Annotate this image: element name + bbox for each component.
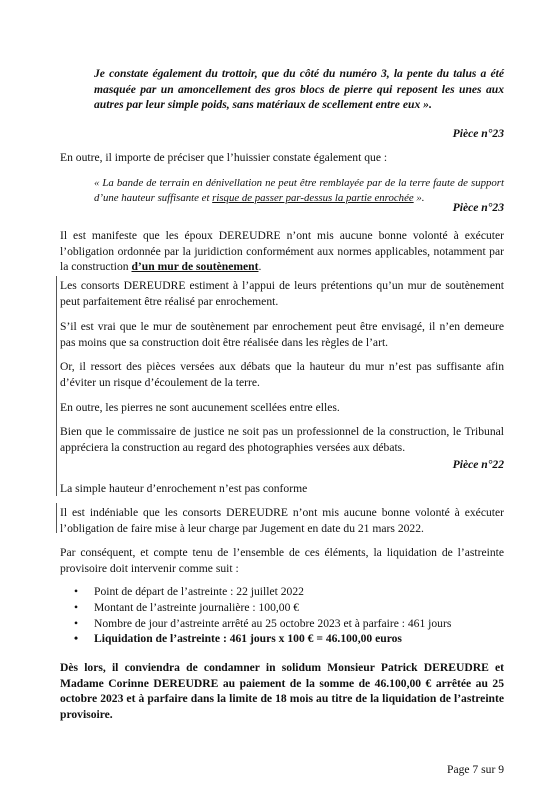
- astreinte-list: [60, 584, 538, 647]
- margin-bar: [56, 276, 57, 496]
- list-item: • Nombre de jour d’astreinte arrêté au 25 octobre 2023 et à parfaire : 461 jours: [74, 616, 452, 630]
- paragraph: Bien que le commissaire de justice ne soit pas un professionnel de la construction, le Tribunal appréciera la construction au regard des photographies versées aux débats.: [60, 425, 504, 454]
- bullet-icon: •: [74, 632, 79, 646]
- paragraph: Par conséquent, et compte tenu de l’ensemble de ces éléments, la liquidation de l’astreinte provisoire doit intervenir comme suit :: [60, 546, 504, 575]
- bullet-icon: •: [74, 585, 79, 598]
- bullet-icon: •: [74, 600, 79, 614]
- quote-paragraph: Je constate également du trottoir, que du côté du numéro 3, la pente du talus a été masquée par un amoncellement des gros blocs de pierre qui reposent les unes aux autres par leur simple poids, sans matériaux de scellement entre eux ».: [94, 67, 504, 111]
- quote-close: ».: [413, 192, 425, 204]
- paragraph: S’il est vrai que le mur de soutènement par enrochement peut être envisagé, il n’en demeure pas moins que sa construction doit être réalisée dans les règles de l’art.: [60, 320, 504, 349]
- manifest-paragraph: [60, 228, 504, 275]
- manifest-text: Il est manifeste que les époux DEREUDRE n’ont mis aucune bonne volonté à exécuter l’obligation ordonnée par la juridiction conformément aux normes applicables, notamment par la construction: [60, 229, 504, 273]
- page-number: Page 7 sur 9: [447, 763, 504, 776]
- piece-reference: Pièce n°23: [452, 201, 504, 214]
- bullet-icon: •: [74, 616, 79, 630]
- conclusion-paragraph: Dès lors, il conviendra de condamner in solidum Monsieur Patrick DEREUDRE et Madame Corinne DEREUDRE au paiement de la somme de 46.100,00 € arrêtée au 25 octobre 2023 et à parfaire dans la limite de 18 mois au titre de la liquidation de l’astreinte provisoire.: [60, 661, 504, 721]
- paragraph: Il est indéniable que les consorts DEREUDRE n’ont mis aucune bonne volonté à exécuter l’obligation de faire mise à leur charge par Jugement en date du 21 mars 2022.: [60, 506, 504, 535]
- list-item: • Montant de l’astreinte journalière : 100,00 €: [74, 600, 300, 614]
- paragraph: Or, il ressort des pièces versées aux débats que la hauteur du mur n’est pas suffisante afin d’éviter un risque d’écoulement de la terre.: [60, 360, 504, 389]
- piece-reference: Pièce n°22: [452, 458, 504, 471]
- manifest-emphasis: d’un mur de soutènement: [131, 260, 259, 273]
- paragraph: La simple hauteur d’enrochement n’est pas conforme: [60, 482, 308, 495]
- manifest-end: .: [258, 260, 262, 273]
- list-item: • Liquidation de l’astreinte : 461 jours x 100 € = 46.100,00 euros: [74, 632, 402, 646]
- list-item: • Point de départ de l’astreinte : 22 juillet 2022: [74, 585, 304, 598]
- margin-bar: [56, 503, 57, 533]
- piece-reference: Pièce n°23: [452, 127, 504, 140]
- quote-underlined: risque de passer par-dessus la partie enrochée: [212, 192, 414, 204]
- paragraph: Les consorts DEREUDRE estiment à l’appui de leurs prétentions qu’un mur de soutènement peut parfaitement être réalisé par enrochement.: [60, 279, 504, 308]
- intro-paragraph: En outre, il importe de préciser que l’huissier constate également que :: [60, 151, 388, 164]
- quote-text: « La bande de terrain en dénivellation ne peut être remblayée par de la terre faute de support d’une hauteur suffisante et: [94, 177, 504, 204]
- paragraph: En outre, les pierres ne sont aucunement scellées entre elles.: [60, 401, 340, 414]
